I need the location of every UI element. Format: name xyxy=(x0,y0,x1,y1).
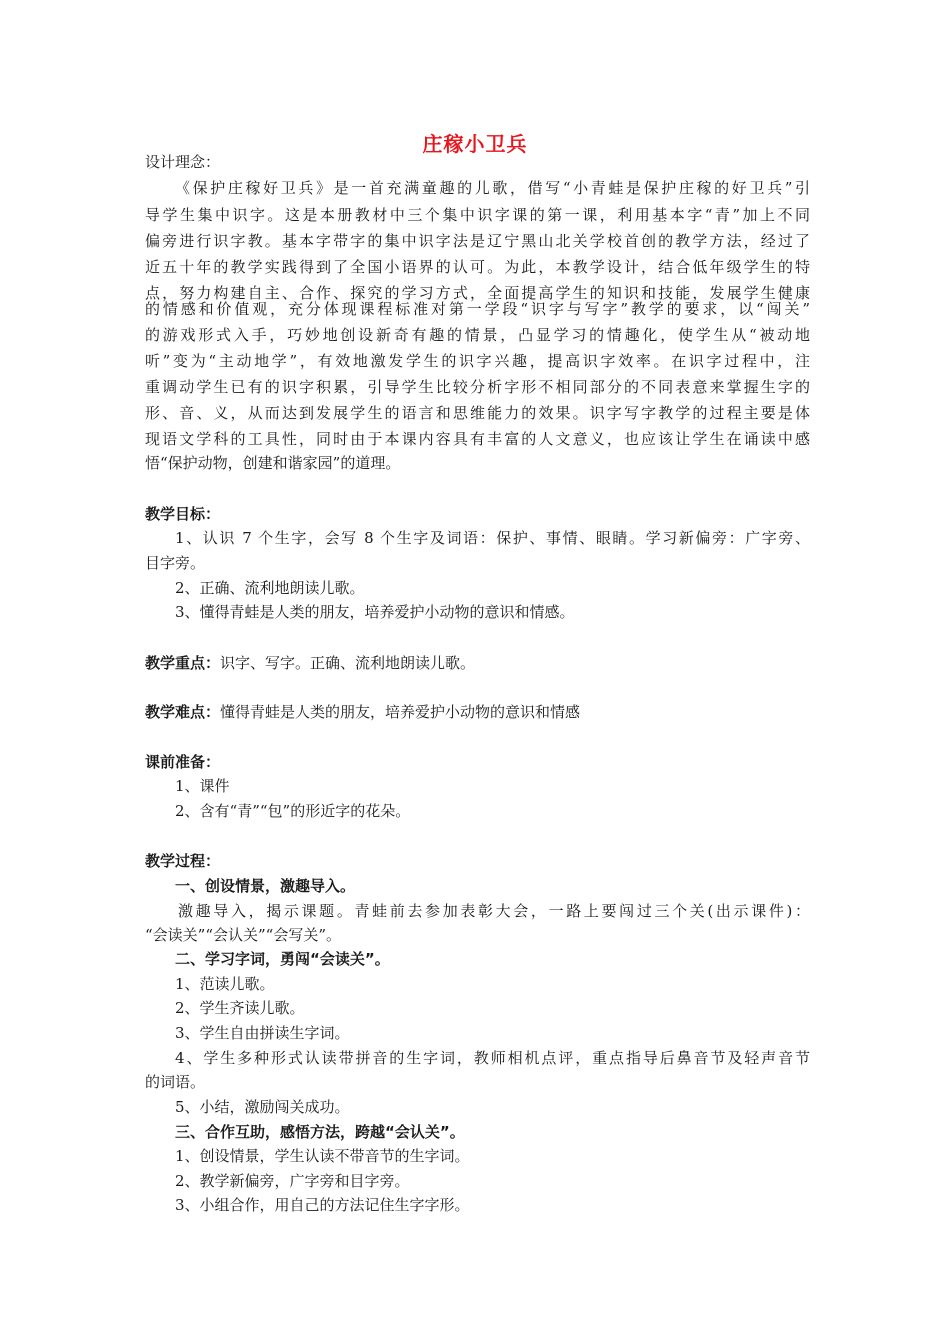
section-1-heading: 一、创设情景，激趣导入。 xyxy=(175,877,356,895)
preparation-heading: 课前准备： xyxy=(145,753,221,771)
paragraph-line: 近五十年的教学实践得到了全国小语界的认可。为此，本教学设计，结合低年级学生的特 xyxy=(145,258,810,276)
section-2-item-4: 4、学生多种形式认读带拼音的生字词，教师相机点评，重点指导后鼻音节及轻声音节 xyxy=(175,1049,810,1067)
goals-heading: 教学目标： xyxy=(145,505,221,523)
paragraph-line: 悟“保护动物，创建和谐家园”的道理。 xyxy=(145,454,401,472)
section-1-text-cont: “会读关”“会认关”“会写关”。 xyxy=(145,926,342,944)
section-2-item-2: 2、学生齐读儿歌。 xyxy=(175,999,305,1017)
difficulty-label: 教学难点： xyxy=(145,703,221,721)
document-title: 庄稼小卫兵 xyxy=(422,132,528,156)
goal-item-3: 3、懂得青蛙是人类的朋友，培养爱护小动物的意识和情感。 xyxy=(175,603,575,621)
paragraph-line: 点，努力构建自主、合作、探究的学习方式，全面提高学生的知识和技能，发展学生健康 xyxy=(145,284,810,302)
difficulty-text: 懂得青蛙是人类的朋友，培养爱护小动物的意识和情感 xyxy=(220,703,581,721)
paragraph-line: 的情感和价值观，充分体现课程标准对第一学段“识字与写字”教学的要求，以“闯关” xyxy=(145,300,810,318)
paragraph-line: 重调动学生已有的识字积累，引导学生比较分析字形不相同部分的不同表意来掌握生字的 xyxy=(145,378,810,396)
paragraph-line: 现语文学科的工具性，同时由于本课内容具有丰富的人文意义，也应该让学生在诵读中感 xyxy=(145,430,810,448)
goal-item-2: 2、正确、流利地朗读儿歌。 xyxy=(175,579,365,597)
paragraph-line: 形、音、义，从而达到发展学生的语言和思维能力的效果。识字写字教学的过程主要是体 xyxy=(145,404,810,422)
section-3-item-2: 2、教学新偏旁，广字旁和目字旁。 xyxy=(175,1172,410,1190)
section-3-item-3: 3、小组合作，用自己的方法记住生字字形。 xyxy=(175,1196,470,1214)
goal-item-1: 1、认识 7 个生字，会写 8 个生字及词语：保护、事情、眼睛。学习新偏旁：广字旁、 xyxy=(175,529,810,547)
preparation-item-1: 1、课件 xyxy=(175,777,230,795)
key-point xyxy=(145,651,810,676)
section-2-heading: 二、学习字词，勇闯“会读关”。 xyxy=(175,950,390,968)
paragraph-line: 导学生集中识字。这是本册教材中三个集中识字课的第一课，利用基本字“青”加上不同 xyxy=(145,206,810,224)
key-point-label: 教学重点： xyxy=(145,654,221,672)
goal-item-1-cont: 目字旁。 xyxy=(145,554,206,572)
process-heading: 教学过程： xyxy=(145,852,221,870)
paragraph-line: 的游戏形式入手，巧妙地创设新奇有趣的情景，凸显学习的情趣化，使学生从“被动地 xyxy=(145,326,810,344)
section-2-item-4-cont: 的词语。 xyxy=(145,1073,206,1091)
section-2-item-1: 1、范读儿歌。 xyxy=(175,975,275,993)
section-2-item-5: 5、小结，激励闯关成功。 xyxy=(175,1098,350,1116)
paragraph-line: 偏旁进行识字教。基本字带字的集中识字法是辽宁黑山北关学校首创的教学方法，经过了 xyxy=(145,232,810,250)
key-point-text: 识字、写字。正确、流利地朗读儿歌。 xyxy=(220,654,476,672)
preparation-item-2: 2、含有“青”“包”的形近字的花朵。 xyxy=(175,802,411,820)
paragraph-line: 听”变为“主动地学”，有效地激发学生的识字兴趣，提高识字效率。在识字过程中，注 xyxy=(145,352,810,370)
design-concept-heading: 设计理念： xyxy=(145,153,221,171)
section-3-heading: 三、合作互助，感悟方法，跨越“会认关”。 xyxy=(175,1123,465,1141)
section-2-item-3: 3、学生自由拼读生字词。 xyxy=(175,1024,350,1042)
difficulty xyxy=(145,700,810,725)
section-3-item-1: 1、创设情景，学生认读不带音节的生字词。 xyxy=(175,1147,470,1165)
section-1-text: 激趣导入，揭示课题。青蛙前去参加表彰大会，一路上要闯过三个关(出示课件)： xyxy=(178,902,810,920)
paragraph-line: 《保护庄稼好卫兵》是一首充满童趣的儿歌，借写“小青蛙是保护庄稼的好卫兵”引 xyxy=(175,179,810,197)
